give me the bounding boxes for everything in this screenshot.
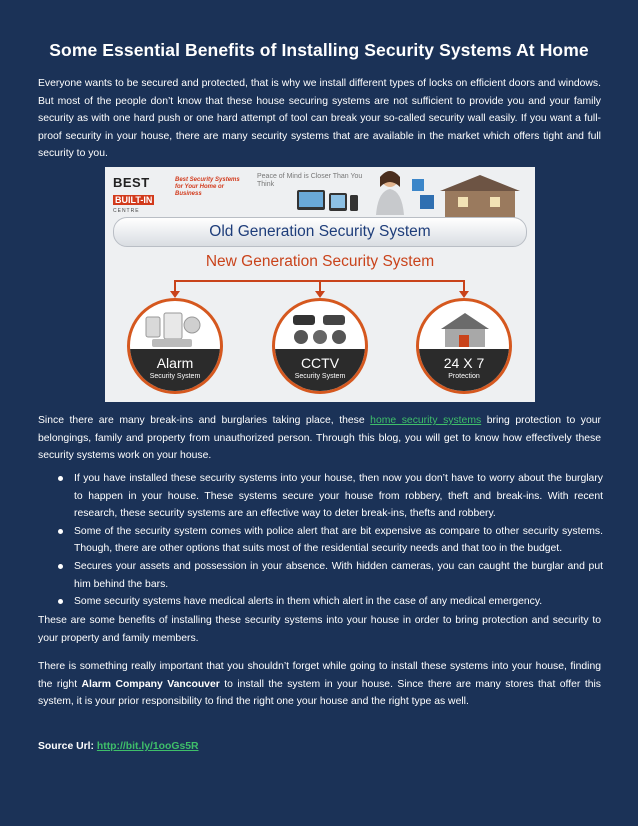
intro-paragraph: Everyone wants to be secured and protected, that is why we install different types of locks on efficient doors and windows. But most of the people don’t know that these house securing systems are not sufficient to provide you and your family security as with one hard push or one hard attempt of tool can break your so-called security wall easily. If you want a full-proof security in your house, there are many security systems that are available in the market which offers tight and full security to you. — [38, 78, 601, 160]
circle-title: CCTV — [300, 355, 340, 371]
logo-tagline: Best Security Systems for Your Home or Business — [175, 177, 240, 197]
circle-subtitle: Protection — [448, 373, 480, 380]
woman-with-phone-icon — [370, 167, 410, 215]
alarm-devices-icon — [142, 311, 208, 349]
arrow-down-icon — [170, 291, 180, 298]
bullet-icon — [58, 599, 63, 604]
list-item: Some security systems have medical alerts in them which alert in the case of any medical emergency. — [38, 593, 603, 611]
protected-house-icon — [431, 311, 497, 349]
bullet-icon — [58, 529, 63, 534]
closing-paragraph: There is something really important that you shouldn’t forget while going to install these systems into your house, finding the right Alarm Company Vancouver to install the system in your house. Since there are many stores that offer this system, it is your prior responsibility to find the right one your house and the right type as well. — [38, 661, 601, 708]
circle-subtitle: Security System — [294, 373, 346, 380]
bullet-icon — [58, 476, 63, 481]
circle-subtitle: Security System — [149, 373, 201, 380]
arrow-down-icon — [459, 291, 469, 298]
old-generation-banner: Old Generation Security System — [113, 217, 527, 247]
devices-icon — [295, 187, 360, 215]
circle-title: 24 X 7 — [443, 355, 485, 371]
security-infographic — [105, 167, 535, 402]
cctv-cameras-icon — [287, 311, 353, 349]
source-url-link[interactable]: http://bit.ly/1ooGs5R — [96, 741, 199, 752]
bullet-icon — [58, 564, 63, 569]
home-security-systems-link[interactable]: home security systems — [370, 415, 482, 426]
alarm-company-highlight: Alarm Company Vancouver — [81, 678, 220, 690]
list-item: Secures your assets and possession in your absence. With hidden cameras, you can caught the burglar and put him behind the bars. — [38, 558, 603, 593]
company-logo: BEST BUILT-IN CENTRE — [113, 175, 153, 214]
arrow-down-icon — [315, 291, 325, 298]
list-item: If you have installed these security systems into your house, then now you don’t have to worry about the burglary to happen in your house. These systems secure your house from robbery, theft and break-ins. With recent research, these security systems are an effective way to deter break-ins, thefts and robbery. — [38, 470, 603, 523]
source-label: Source Url: — [38, 741, 97, 752]
new-generation-heading: New Generation Security System — [205, 253, 435, 270]
body-paragraph: Since there are many break-ins and burglaries taking place, these home security systems bring protection to your belongings, family and property from unauthorized person. Through this blog, you will get to know how effectively these security systems work on your house. — [38, 415, 601, 462]
summary-paragraph: These are some benefits of installing these security systems into your house in order to bring protection and security to your property and family members. — [38, 615, 601, 644]
page-title: Some Essential Benefits of Installing Security Systems At Home — [49, 40, 589, 60]
cctv-circle — [272, 298, 368, 394]
source-line — [38, 741, 199, 752]
circle-title: Alarm — [156, 355, 194, 371]
house-icon — [410, 175, 530, 219]
list-item: Some of the security system comes with police alert that are bit expensive as compare to other security systems. Though, there are other options that suits most of the residential security needs and that too in the budget. — [38, 523, 603, 558]
benefits-list — [38, 470, 603, 611]
alarm-circle — [127, 298, 223, 394]
peace-of-mind-text: Peace of Mind is Closer Than You Think — [257, 173, 363, 188]
protection-circle — [416, 298, 512, 394]
